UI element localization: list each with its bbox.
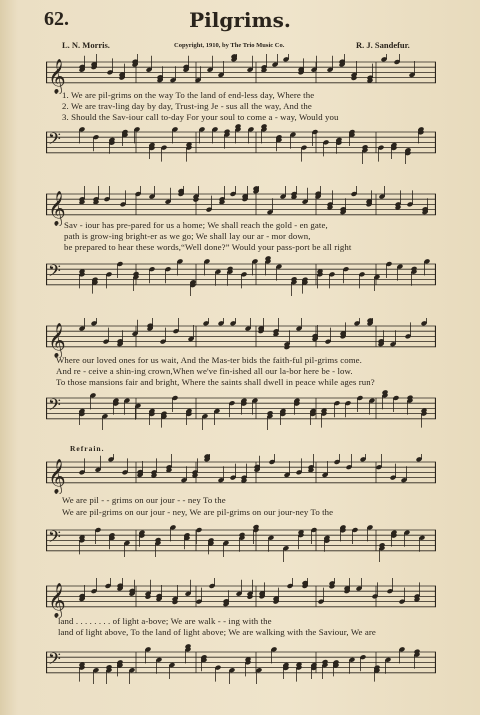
hymn-number: 62.	[44, 8, 69, 30]
svg-text:𝄢: 𝄢	[48, 260, 61, 285]
bass-staff-5	[46, 644, 436, 684]
lyricist-credit: L. N. Morris.	[62, 40, 110, 50]
bass-staff-3	[46, 390, 436, 430]
svg-text:𝄢: 𝄢	[48, 394, 61, 419]
svg-text:𝄞: 𝄞	[48, 322, 66, 358]
lyric-line: 1. We are pil-grims on the way To the land of end-less day, Where the	[62, 90, 315, 100]
bass-staff-1	[46, 124, 436, 164]
svg-text:𝄢: 𝄢	[48, 526, 61, 551]
lyric-line: Where our loved ones for us wait, And the Mas-ter bids the faith-ful pil-grims come.	[56, 355, 362, 365]
lyric-line: We are pil - - grims on our jour - - ney To the	[62, 495, 226, 505]
treble-staff-4	[46, 454, 436, 494]
lyric-line: To those mansions fair and bright, Where the saints shall dwell in peace while ages run?	[56, 377, 375, 387]
hymn-title: Pilgrims.	[189, 8, 291, 32]
lyric-line: 3. Should the Sav-iour call to-day For your soul to come a - way, Would you	[62, 112, 339, 122]
copyright-notice: Copyright, 1910, by The Trio Music Co.	[174, 42, 285, 49]
lyric-line: path is grow-ing bright-er as we go; We shall lay our ar - mor down,	[64, 231, 311, 241]
composer-credit: R. J. Sandefur.	[356, 40, 410, 50]
lyric-line: 2. We are trav-ling day by day, Trust-ing Je - sus all the way, And the	[62, 101, 312, 111]
treble-staff-3	[46, 318, 436, 358]
svg-text:𝄞: 𝄞	[48, 58, 66, 94]
lyric-line: Sav - iour has pre-pared for us a home; We shall reach the gold - en gate,	[64, 220, 328, 230]
lyric-line: We are pil-grims on our jour - ney, We are pil-grims on our jour-ney To the	[62, 507, 334, 517]
svg-text:𝄢: 𝄢	[48, 128, 61, 153]
bass-staff-4	[46, 522, 436, 562]
svg-text:𝄞: 𝄞	[48, 582, 66, 618]
treble-staff-5	[46, 578, 436, 618]
svg-text:𝄞: 𝄞	[48, 458, 66, 494]
svg-text:𝄞: 𝄞	[48, 190, 66, 226]
svg-text:𝄢: 𝄢	[48, 648, 61, 673]
treble-staff-1	[46, 54, 436, 94]
lyric-line: be prepared to hear these words,“Well done?” Would your pass-port be all right	[64, 242, 352, 252]
refrain-label: Refrain.	[70, 444, 105, 453]
lyric-line: land . . . . . . . . of light a-bove; We are walk - - ing with the	[58, 616, 272, 626]
lyric-line: land of light above, To the land of light above; We are walking with the Saviour, We are	[58, 627, 376, 637]
bass-staff-2	[46, 256, 436, 296]
lyric-line: And re - ceive a shin-ing crown,When we've fin-ished all our la-bor here be - low.	[56, 366, 353, 376]
